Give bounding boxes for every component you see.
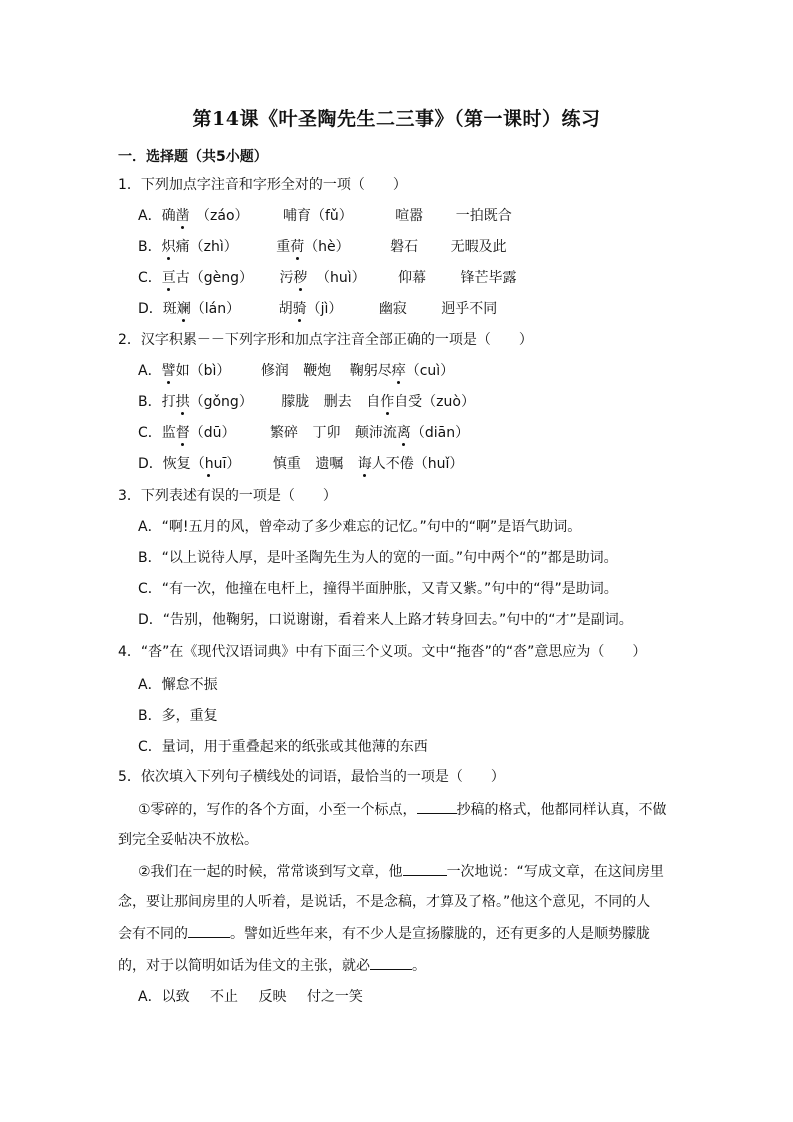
q5-passage-1-line-1 [138, 799, 667, 820]
option-text: 反映 [258, 989, 287, 1005]
q2-option-b[interactable] [138, 392, 475, 412]
option-text: 自受（zuò） [394, 394, 475, 410]
question-1-stem: 1．下列加点字注音和字形全对的一项（ ） [118, 177, 407, 193]
option-text: 古（gèng） [175, 270, 254, 286]
option-text: 不止 [210, 989, 239, 1005]
dotted-char: 亘 [161, 270, 176, 286]
option-text: 打 [161, 394, 176, 410]
dotted-char: 诲 [357, 456, 372, 472]
q2-option-c[interactable] [138, 423, 469, 443]
option-text: 鞠躬尽 [349, 363, 392, 379]
passage-text: 的，对于以简明如话为佳文的主张，就必 [118, 958, 370, 974]
option-text: 无暇及此 [450, 239, 507, 255]
option-text: 迥乎不同 [441, 301, 498, 317]
option-letter: C． [138, 425, 162, 441]
pinyin: （huì） [315, 270, 366, 286]
q3-option-b[interactable]: B．“以上说待人厚，是叶圣陶先生为人的宽的一面。”句中两个“的”都是助词。 [138, 550, 618, 566]
option-letter: D． [138, 301, 163, 317]
q5-passage-2-line-2: 念，要让那间房里的人听着，是说话，不是念稿，才算及了格。”他这个意见，不同的人 [118, 894, 651, 910]
q4-option-c[interactable]: C．量词，用于重叠起来的纸张或其他薄的东西 [138, 739, 428, 755]
option-text: 繁碎 [270, 425, 298, 441]
question-5-stem: 5．依次填入下列句子横线处的词语，最恰当的一项是（ ） [118, 769, 505, 785]
pinyin: （lán） [190, 301, 241, 317]
passage-text: 会有不同的 [118, 926, 188, 942]
q1-option-c[interactable] [138, 268, 517, 288]
dotted-char: 譬 [161, 363, 176, 379]
option-text: 颠沛流 [354, 425, 397, 441]
dotted-char: 荷 [290, 239, 305, 255]
pinyin: （gǒng） [189, 394, 253, 410]
fill-blank-2[interactable] [403, 861, 447, 876]
q5-passage-1-line-2: 到完全妥帖决不放松。 [118, 832, 258, 848]
option-letter: D． [138, 456, 163, 472]
option-text: A．以致 [138, 989, 190, 1005]
option-text: 丁卯 [312, 425, 341, 441]
fill-blank-3[interactable] [188, 923, 230, 938]
dotted-char: 作 [380, 394, 395, 410]
passage-text: 。 [412, 958, 426, 974]
dotted-char: 督 [175, 425, 190, 441]
dotted-char: 离 [396, 425, 411, 441]
q3-option-a[interactable]: A．“啊!五月的风，曾牵动了多少难忘的记忆。”句中的“啊”是语气助词。 [138, 519, 582, 535]
dotted-char: 凿 [175, 208, 190, 224]
pinyin: （hè） [304, 239, 350, 255]
option-text: 仰幕 [398, 270, 427, 286]
q4-option-b[interactable]: B．多，重复 [138, 708, 218, 724]
option-text: 慎重 [272, 456, 301, 472]
option-text: 人不倦（huǐ） [371, 456, 464, 472]
question-2-stem: 2．汉字积累－－下列字形和加点字注音全部正确的一项是（ ） [118, 332, 533, 348]
passage-text: 。譬如近些年来，有不少人是宣扬朦胧的，还有更多的人是顺势朦胧 [230, 926, 650, 942]
option-text: 哺育（fǔ） [282, 208, 353, 224]
option-text: 修润 [260, 363, 289, 379]
fill-blank-4[interactable] [370, 955, 412, 970]
option-letter: B． [138, 394, 162, 410]
option-text: 幽寂 [378, 301, 407, 317]
option-text: 痛（zhì） [175, 239, 238, 255]
q1-option-d[interactable] [138, 299, 497, 319]
q5-option-a[interactable] [138, 987, 363, 1007]
pinyin: （dū） [189, 425, 236, 441]
dotted-char: 骑 [292, 301, 307, 317]
pinyin: （cuì） [405, 363, 455, 379]
q2-option-d[interactable] [138, 454, 463, 474]
option-text: 一拍既合 [455, 208, 512, 224]
dotted-char: 瘁 [391, 363, 406, 379]
dotted-char: 炽 [161, 239, 176, 255]
section-heading: 一．选择题（共5小题） [118, 149, 268, 165]
option-text: 删去 [323, 394, 352, 410]
option-text: 如（bì） [175, 363, 231, 379]
pinyin: （diān） [410, 425, 470, 441]
option-text: 磐石 [390, 239, 419, 255]
q4-option-a[interactable]: A．懈怠不振 [138, 677, 218, 693]
passage-text: ②我们在一起的时候，常常谈到写文章，他 [138, 864, 403, 880]
dotted-char: 拱 [175, 394, 190, 410]
option-text: 自 [366, 394, 381, 410]
dotted-char: 复（huī） [176, 456, 241, 472]
option-text: 恢 [162, 456, 177, 472]
passage-text: ①零碎的，写作的各个方面，小至一个标点， [138, 802, 417, 818]
question-3-stem: 3．下列表述有误的一项是（ ） [118, 488, 337, 504]
option-text: 胡 [278, 301, 293, 317]
option-letter: C． [138, 270, 162, 286]
option-text: 鞭炮 [303, 363, 332, 379]
q5-passage-2-line-3 [118, 923, 650, 944]
option-text: 锋芒毕露 [460, 270, 517, 286]
q5-passage-2-line-4 [118, 955, 426, 976]
q2-option-a[interactable] [138, 361, 454, 381]
dotted-char: 斓 [176, 301, 191, 317]
fill-blank-1[interactable] [417, 799, 457, 814]
pinyin: （jì） [306, 301, 343, 317]
pinyin: （záo） [196, 208, 249, 224]
q1-option-a[interactable] [138, 206, 512, 226]
passage-text: 一次地说：“写成文章，在这间房里 [446, 864, 664, 880]
option-letter: A． [138, 208, 162, 224]
q1-option-b[interactable] [138, 237, 507, 257]
q3-option-c[interactable]: C．“有一次，他撞在电杆上，撞得半面肿胀，又青又紫。”句中的“得”是助词。 [138, 581, 618, 597]
option-letter: B． [138, 239, 162, 255]
option-text: 污 [279, 270, 294, 286]
option-text: 重 [276, 239, 291, 255]
question-4-stem: 4．“沓”在《现代汉语词典》中有下面三个义项。文中“拖沓”的“沓”意思应为（ ） [118, 644, 647, 660]
q5-passage-2-line-1 [138, 861, 664, 882]
option-letter: A． [138, 363, 162, 379]
option-text: 监 [161, 425, 176, 441]
option-text: 付之一笑 [306, 989, 363, 1005]
q3-option-d[interactable]: D．“告别，他鞠躬，口说谢谢，看着来人上路才转身回去。”句中的“才”是副词。 [138, 612, 633, 628]
option-text: 朦胧 [281, 394, 310, 410]
option-text: 遗嘱 [315, 456, 344, 472]
option-text: 喧嚣 [395, 208, 424, 224]
dotted-char: 秽 [293, 270, 308, 286]
option-text: 斑 [162, 301, 177, 317]
option-text: 确 [161, 208, 176, 224]
page-title: 第14课《叶圣陶先生二三事》（第一课时）练习 [192, 108, 601, 130]
passage-text: 抄稿的格式，他都同样认真，不做 [456, 802, 667, 818]
